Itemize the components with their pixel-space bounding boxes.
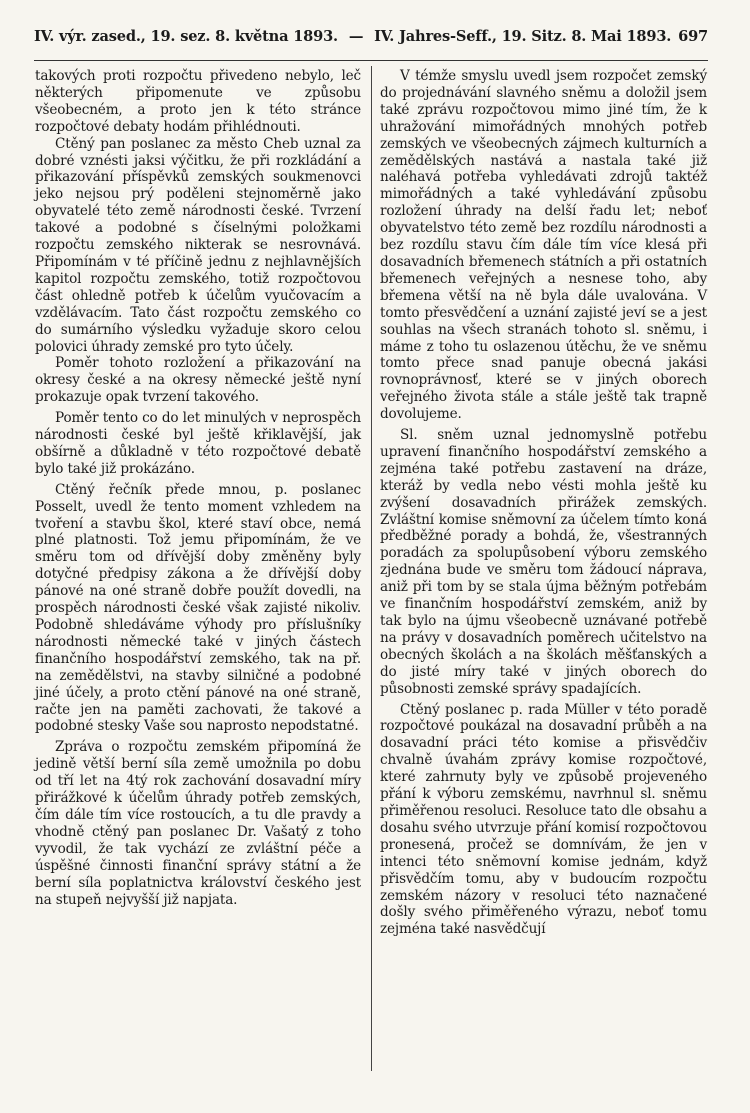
column-divider [371, 66, 372, 1071]
left-paragraph: Ctěný řečník přede mnou, p. poslanec Posselt, uvedl že tento moment vzhledem na tvoření a stavbu škol, které staví obce, nemá plné platnosti. Tož jemu připomínám, že ve směru tom od dřívější doby změněny byly dotyčné předpisy zákona a že dřívější doby pánové na oné straně dobře použít dovedli, na prospěch národnosti české však zajisté nikoliv. Podobně shledáváme výhody pro příslušníky národnosti německé také v jiných částech finančního hospodářství zemského, tak na př. na zemědělstvi, na stavby silničné a podobné jiné účely, a proto ctění pánové na oné straně, račte jen na paměti zachovati, že takové a podobné stesky Vaše sou naprosto nepodstatné. [35, 481, 361, 735]
left-paragraph: Zpráva o rozpočtu zemském připomíná že jedině větší berní síla země umožnila po dobu od tří let na 4tý rok zachování dosavadní míry přirážkové k účelům úhrady potřeb zemských, čím dále tím více rostoucích, a tu dle pravdy a vhodně ctěný pan poslanec Dr. Vašatý z toho vyvodil, že tak vychází ze zvláštní péče a úspěšné činnosti finanční správy státní a že berní síla poplatnictva království českého jest na stupeň nejvyšší již napjata. [35, 739, 361, 908]
right-paragraph: V témže smyslu uvedl jsem rozpočet zemský do projednávání slavného sněmu a doložil jsem také zprávu rozpočtovou mimo jiné tím, že k uhražování mimořádných mnohých potřeb zemských ve všeobecných zájmech kulturních a zemědělských nastává a nastala také již naléhavá potřeba vyhledávati zdrojů taktéž mimořádných a také vyhledávání způsobu rozložení úhrady na delší řadu let; neboť obyvatelstvo této země bez rozdílu národnosti a bez rozdílu stavu čím dále tím více klesá při dosavadních břemenech státních a při ostatních břemenech veřejných a nesnese toho, aby břemena větší na ně byla dále uvalována. V tomto přesvědčení a uznání zajisté jeví se a jest souhlas na všech stranách tohoto sl. sněmu, i máme z toho tu oslazenou útěchu, že ve sněmu tomto přece snad panuje obecná jakási rovnoprávnosť, které se v jiných oborech veřejného života stále a stále ještě tak trapně dovolujeme. [380, 68, 707, 423]
header-czech-title: IV. výr. zased., 19. sez. 8. května 1893. [34, 28, 338, 45]
header-german-title: IV. Jahres-Seff., 19. Sitz. 8. Mai 1893. [374, 28, 672, 45]
right-paragraph: Ctěný poslanec p. rada Müller v této poradě rozpočtové poukázal na dosavadní průběh a na dosavadní práci této komise a přisvědčiv chvalně úvahám zprávy komise rozpočtové, které zahrnuty byly ve způsobě projeveného přání k výboru zemskému, navrhnul sl. sněmu přiměřenou resoluci. Resoluce tato dle obsahu a dosahu svého utvrzuje přání komisí rozpočtovou pronesená, pročež se domnívám, že jen v intenci této sněmovní komise jednám, když přisvědčím tomu, aby v budoucím rozpočtu zemském názory v resoluci této naznačené došly svého přiměřeného výrazu, neboť tomu zejména také nasvědčují [380, 701, 707, 938]
right-column [380, 68, 707, 938]
left-paragraph: Ctěný pan poslanec za město Cheb uznal za dobré vznésti jaksi výčitku, že při rozkládání a přikazování příspěvků zemských soukmenovci jeko nejsou prý poděleni stejnoměrně jako obyvatelé této země národnosti české. Tvrzení takové a podobné s číselnými položkami rozpočtu zemského nikterak se nesrovnává. Připomínám v té příčině jednu z nejhlavnějších kapitol rozpočtu zemského, totiž rozpočtovou část ohledně potřeb k účelům vyučovacím a vzdělávacím. Tato část rozpočtu zemského co do sumárního výsledku vyžaduje skoro celou polovici úhrady zemské pro tyto účely. [35, 135, 361, 355]
header-rule [34, 60, 708, 61]
left-paragraph: Poměr tohoto rozložení a přikazování na okresy české a na okresy německé ještě nyní prokazuje opak tvrzení takového. [35, 355, 361, 406]
right-paragraph: Sl. sněm uznal jednomyslně potřebu upravení finančního hospodářství zemského a zejména také potřebu zastavení na dráze, kteráž by vedla nebo vésti mohla ještě ku zvýšení dosavadních přirážek zemských. Zvláštní komise sněmovní za účelem tímto koná předběžné porady a bohdá, že, všestranných poradách za spolupůsobení výboru zemského zjednána bude ve směru tom žádoucí náprava, aniž při tom by se stala újma běžným potřebám ve finančním hospodářství zemském, aniž by tak bylo na újmu všeobecně uznávané potřebě na právy v dosavadních poměrech učitelstvo na obecných školách a na školách měšťanských a do jisté míry také v jiných oborech do působnosti zemské správy spadajících. [380, 427, 707, 697]
left-column [35, 68, 361, 908]
header-separator: — [348, 28, 364, 45]
left-paragraph: takových proti rozpočtu přivedeno nebylo, leč některých připomenute ve způsobu všeobecném, a proto jen k této stránce rozpočtové debaty hodám přihlédnouti. [35, 68, 361, 135]
page-number: 697 [678, 28, 708, 45]
running-header [34, 26, 708, 48]
left-paragraph: Poměr tento co do let minulých v neprospěch národnosti české byl ještě křiklavější, jak obšírně a důkladně v této rozpočtové debatě bylo také již prokázáno. [35, 410, 361, 477]
